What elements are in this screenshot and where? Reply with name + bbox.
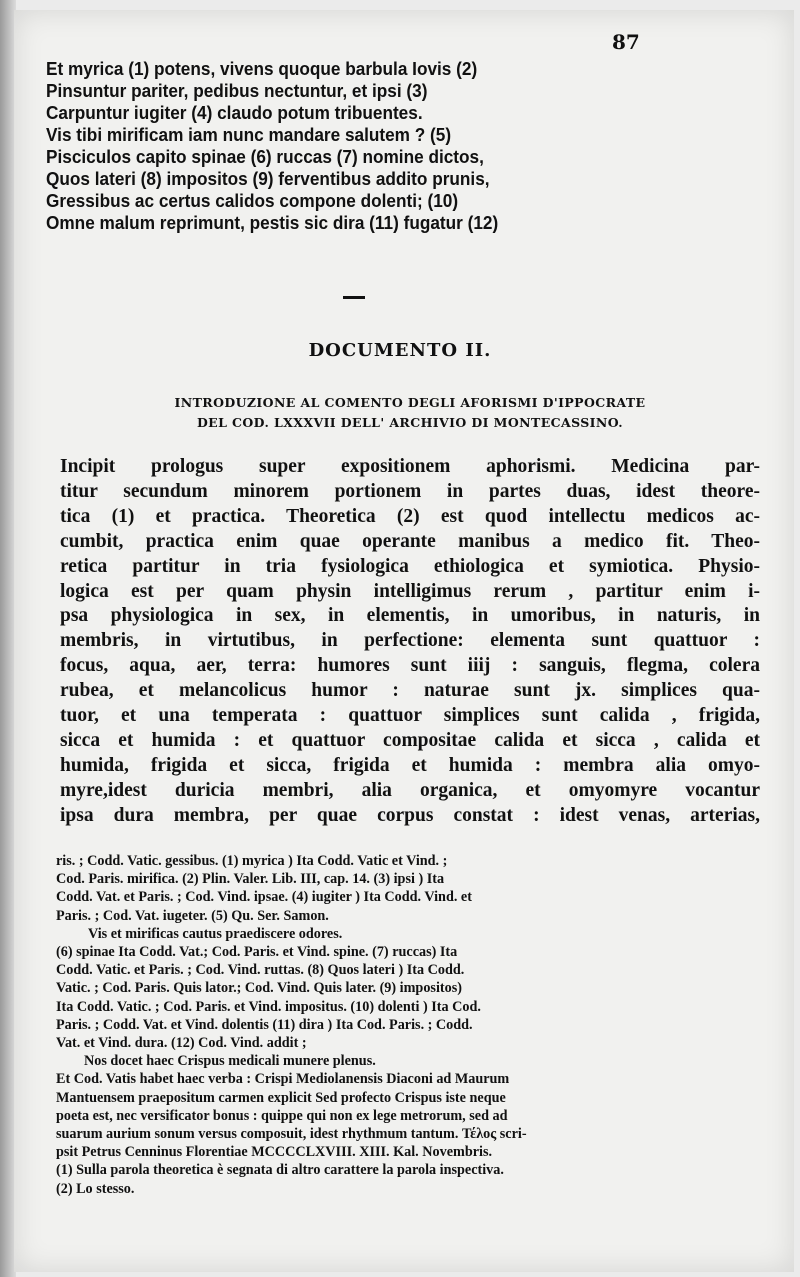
document-heading: DOCUMENTO II. xyxy=(308,340,492,361)
footnote-line: Et Cod. Vatis habet haec verba : Crispi Mediolanensis Diaconi ad Maurum xyxy=(56,1071,510,1088)
footnote-line: Ita Codd. Vatic. ; Cod. Paris. et Vind. impositus. (10) dolenti ) Ita Cod. xyxy=(56,998,481,1015)
intro-line: DEL COD. LXXXVII DELL' ARCHIVIO DI MONTECASSINO. xyxy=(196,415,624,430)
footnote-line: Cod. Paris. mirifica. (2) Plin. Valer. Lib. III, cap. 14. (3) ipsi ) Ita xyxy=(56,871,445,888)
body-line: titur secundum minorem portionem in partes duas, idest theore- xyxy=(60,480,760,502)
footnote-line: Paris. ; Codd. Vat. et Vind. dolentis (11) dira ) Ita Cod. Paris. ; Codd. xyxy=(56,1016,473,1033)
body-line: cumbit, practica enim quae operante manibus a medico fit. Theo- xyxy=(60,530,760,552)
footnote-line: Vat. et Vind. dura. (12) Cod. Vind. addit ; xyxy=(56,1035,307,1052)
poem-line: Et myrica (1) potens, vivens quoque barbula Iovis (2) xyxy=(46,58,478,79)
footnote-line: Vatic. ; Cod. Paris. Quis lator.; Cod. Vind. Quis later. (9) impositos) xyxy=(56,980,462,997)
poem-line: Gressibus ac certus calidos compone dolenti; (10) xyxy=(46,190,459,211)
footnote-line: Codd. Vatic. et Paris. ; Cod. Vind. ruttas. (8) Quos lateri ) Ita Codd. xyxy=(56,962,465,979)
footnote-line: Vis et mirificas cautus praediscere odores. xyxy=(88,925,343,942)
footnote-line: (6) spinae Ita Codd. Vat.; Cod. Paris. et Vind. spine. (7) ruccas) Ita xyxy=(56,944,458,961)
body-line: retica partitur in tria fysiologica ethiologica et symiotica. Physio- xyxy=(60,555,760,577)
body-line: humida, frigida et sicca, frigida et humida : membra alia omyo- xyxy=(60,754,760,776)
intro-line: INTRODUZIONE AL COMENTO DEGLI AFORISMI D'IPPOCRATE xyxy=(174,395,646,410)
footnote-line: (2) Lo stesso. xyxy=(56,1180,135,1197)
poem-line: Pinsuntur pariter, pedibus nectuntur, et ipsi (3) xyxy=(46,80,428,101)
body-line: membris, in virtutibus, in perfectione: elementa sunt quattuor : xyxy=(60,630,760,652)
body-line: rubea, et melancolicus humor : naturae sunt jx. simplices qua- xyxy=(60,680,760,702)
body-line: sicca et humida : et quattuor compositae calida et sicca , calida et xyxy=(60,729,760,751)
page-number: 87 xyxy=(612,30,640,54)
body-line: psa physiologica in sex, in elementis, in umoribus, in naturis, in xyxy=(60,605,760,627)
footnote-line: Paris. ; Cod. Vat. iugeter. (5) Qu. Ser. Samon. xyxy=(56,907,329,924)
body-line: Incipit prologus super expositionem aphorismi. Medicina par- xyxy=(60,456,760,477)
poem-line: Pisciculos capito spinae (6) ruccas (7) nomine dictos, xyxy=(46,146,484,167)
footnotes xyxy=(56,852,756,1198)
body-line: focus, aqua, aer, terra: humores sunt iiij : sanguis, flegma, colera xyxy=(60,655,760,677)
poem-line: Omne malum reprimunt, pestis sic dira (11) fugatur (12) xyxy=(46,212,499,233)
footnote-line: suarum aurium sonum versus composuit, idest rhythmum tantum. Τέλος scri- xyxy=(56,1126,527,1143)
body-line: myre,idest duricia membri, alia organica, et omyomyre vocantur xyxy=(60,779,760,801)
body-line: ipsa dura membra, per quae corpus constat : idest venas, arterias, xyxy=(60,804,760,826)
body-line: tuor, et una temperata : quattuor simplices sunt calida , frigida, xyxy=(60,705,760,727)
footnote-line: Nos docet haec Crispus medicali munere plenus. xyxy=(84,1053,376,1070)
footnote-line: Mantuensem praepositum carmen explicit Sed profecto Crispus iste neque xyxy=(56,1089,506,1106)
body-text xyxy=(60,455,760,829)
body-line: logica est per quam physin intelligimus rerum , partitur enim i- xyxy=(60,580,760,602)
footnote-line: Codd. Vat. et Paris. ; Cod. Vind. ipsae. (4) iugiter ) Ita Codd. Vind. et xyxy=(56,889,472,906)
footnote-line: (1) Sulla parola theoretica è segnata di altro carattere la parola inspectiva. xyxy=(56,1162,504,1179)
poem-line: Vis tibi mirificam iam nunc mandare salutem ? (5) xyxy=(46,124,452,145)
footnote-line: psit Petrus Cenninus Florentiae MCCCCLXVIII. XIII. Kal. Novembris. xyxy=(56,1144,493,1161)
poem-line: Carpuntur iugiter (4) claudo potum tribuentes. xyxy=(46,102,423,123)
footnote-line: ris. ; Codd. Vatic. gessibus. (1) myrica ) Ita Codd. Vatic et Vind. ; xyxy=(56,853,448,869)
intro-heading xyxy=(40,393,780,433)
poem-block xyxy=(46,58,567,234)
poem-line: Quos lateri (8) impositos (9) ferventibus addito prunis, xyxy=(46,168,490,189)
section-separator xyxy=(343,296,365,299)
footnote-line: poeta est, nec versificator bonus : quippe qui non ex lege metrorum, sed ad xyxy=(56,1107,508,1124)
body-line: tica (1) et practica. Theoretica (2) est quod intellectu medicos ac- xyxy=(60,505,760,527)
